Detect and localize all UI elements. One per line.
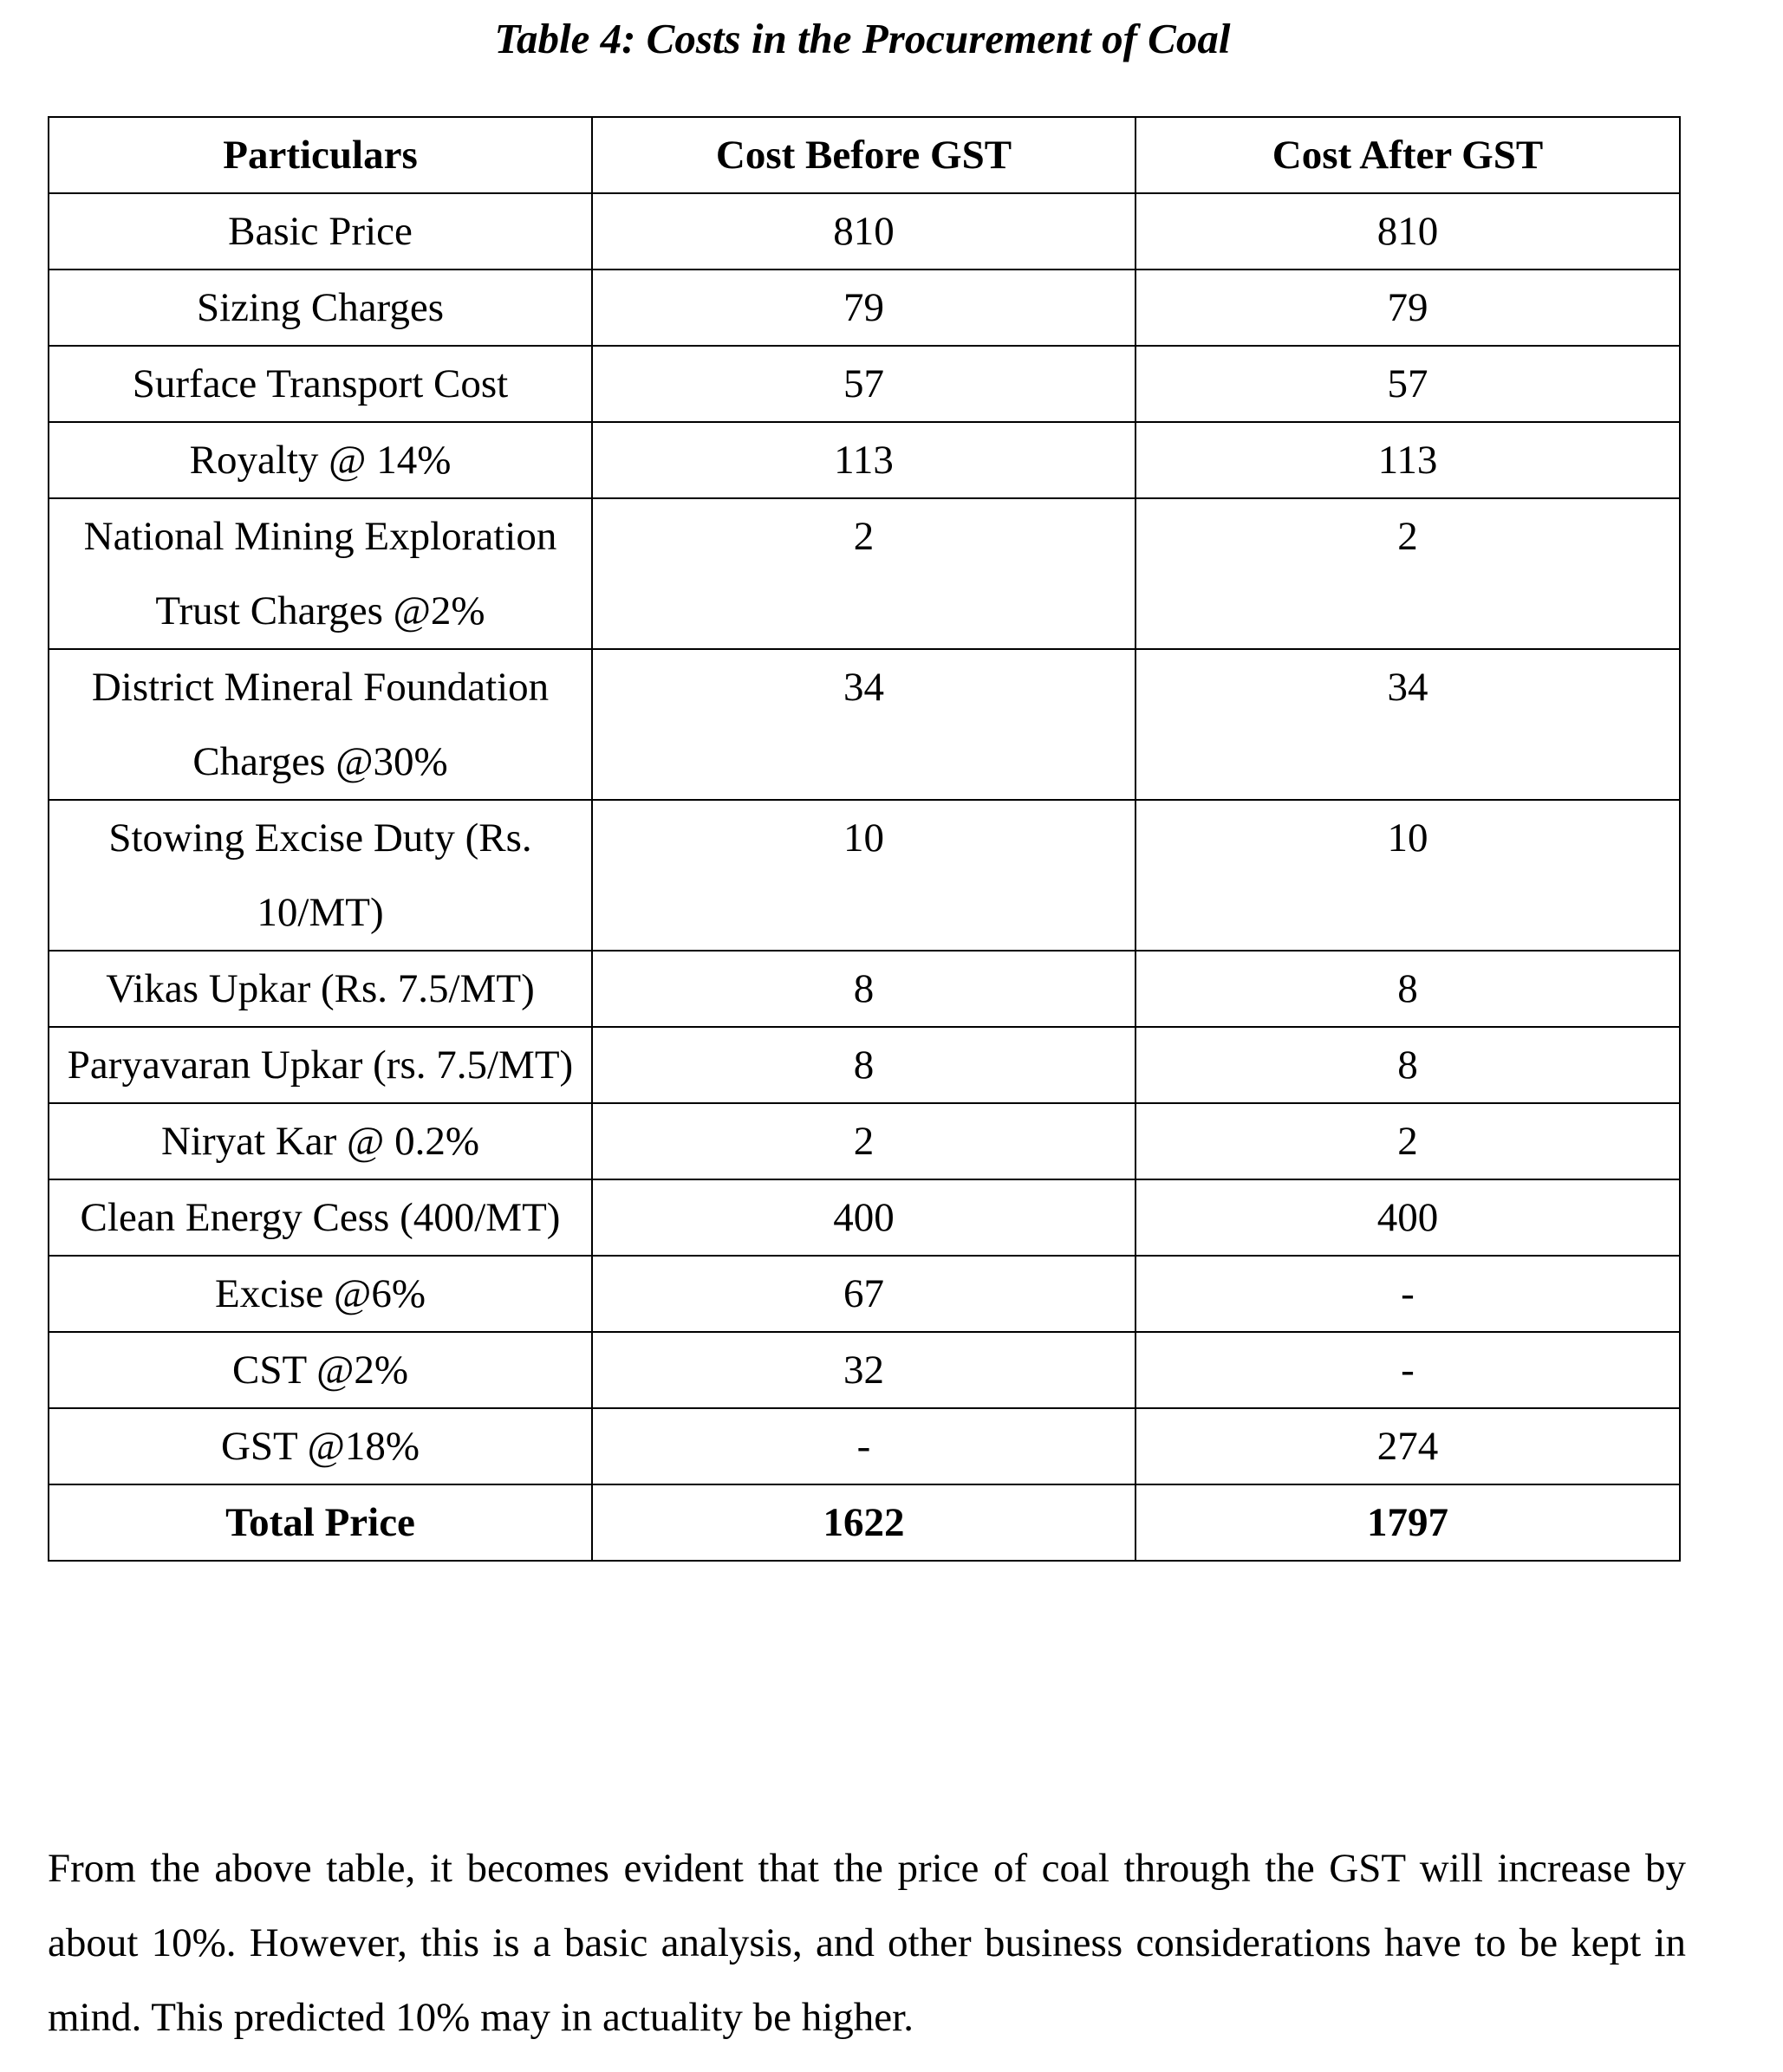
cell-after: - (1136, 1256, 1680, 1332)
total-before: 1622 (592, 1484, 1136, 1561)
coal-cost-table (48, 116, 1681, 1562)
cell-after: 400 (1136, 1179, 1680, 1256)
cell-after: 8 (1136, 951, 1680, 1027)
cell-particular: Excise @6% (49, 1256, 592, 1332)
table-row (49, 951, 1680, 1027)
cell-before: 8 (592, 951, 1136, 1027)
total-row (49, 1484, 1680, 1561)
table-row (49, 498, 1680, 649)
cell-before: 2 (592, 1103, 1136, 1179)
cell-after: 2 (1136, 1103, 1680, 1179)
table-caption: Table 4: Costs in the Procurement of Coal (494, 15, 1231, 62)
cell-after: 810 (1136, 193, 1680, 270)
cell-before: 79 (592, 270, 1136, 346)
table-row (49, 1408, 1680, 1484)
cell-particular: Stowing Excise Duty (Rs. 10/MT) (49, 800, 592, 951)
cell-particular: CST @2% (49, 1332, 592, 1408)
table-row (49, 1179, 1680, 1256)
cell-particular: GST @18% (49, 1408, 592, 1484)
cell-particular: Surface Transport Cost (49, 346, 592, 422)
table-header-row (49, 117, 1680, 193)
header-cost-before-gst: Cost Before GST (592, 117, 1136, 193)
cell-after: 79 (1136, 270, 1680, 346)
cell-particular: Royalty @ 14% (49, 422, 592, 498)
cell-after: - (1136, 1332, 1680, 1408)
cell-before: 57 (592, 346, 1136, 422)
header-cost-after-gst: Cost After GST (1136, 117, 1680, 193)
table-row (49, 649, 1680, 800)
cell-before: 8 (592, 1027, 1136, 1103)
cell-before: 2 (592, 498, 1136, 649)
table-row (49, 800, 1680, 951)
table-row (49, 270, 1680, 346)
cell-particular: Clean Energy Cess (400/MT) (49, 1179, 592, 1256)
cell-particular: National Mining Exploration Trust Charges @2% (49, 498, 592, 649)
cell-after: 34 (1136, 649, 1680, 800)
cell-before: 113 (592, 422, 1136, 498)
table-row (49, 346, 1680, 422)
total-after: 1797 (1136, 1484, 1680, 1561)
cell-after: 57 (1136, 346, 1680, 422)
cell-before: 400 (592, 1179, 1136, 1256)
cell-before: 67 (592, 1256, 1136, 1332)
table-row (49, 193, 1680, 270)
cell-particular: Vikas Upkar (Rs. 7.5/MT) (49, 951, 592, 1027)
cell-before: - (592, 1408, 1136, 1484)
cell-before: 34 (592, 649, 1136, 800)
body-paragraph: From the above table, it becomes evident that the price of coal through the GST will increase by about 10%. However, this is a basic analysis, and other business considerations have to be kept in mind. This predicted 10% may in actuality be higher. (48, 1846, 1686, 2040)
cell-particular: Sizing Charges (49, 270, 592, 346)
table-body (49, 193, 1680, 1561)
cell-after: 10 (1136, 800, 1680, 951)
table-row (49, 422, 1680, 498)
cell-after: 8 (1136, 1027, 1680, 1103)
cell-after: 2 (1136, 498, 1680, 649)
cell-particular: District Mineral Foundation Charges @30% (49, 649, 592, 800)
cell-after: 113 (1136, 422, 1680, 498)
cell-before: 10 (592, 800, 1136, 951)
cell-before: 32 (592, 1332, 1136, 1408)
cell-particular: Basic Price (49, 193, 592, 270)
cell-particular: Paryavaran Upkar (rs. 7.5/MT) (49, 1027, 592, 1103)
header-particulars: Particulars (49, 117, 592, 193)
cell-particular: Niryat Kar @ 0.2% (49, 1103, 592, 1179)
cell-before: 810 (592, 193, 1136, 270)
cell-after: 274 (1136, 1408, 1680, 1484)
table-row (49, 1332, 1680, 1408)
table-row (49, 1103, 1680, 1179)
table-row (49, 1256, 1680, 1332)
total-label: Total Price (49, 1484, 592, 1561)
table-row (49, 1027, 1680, 1103)
